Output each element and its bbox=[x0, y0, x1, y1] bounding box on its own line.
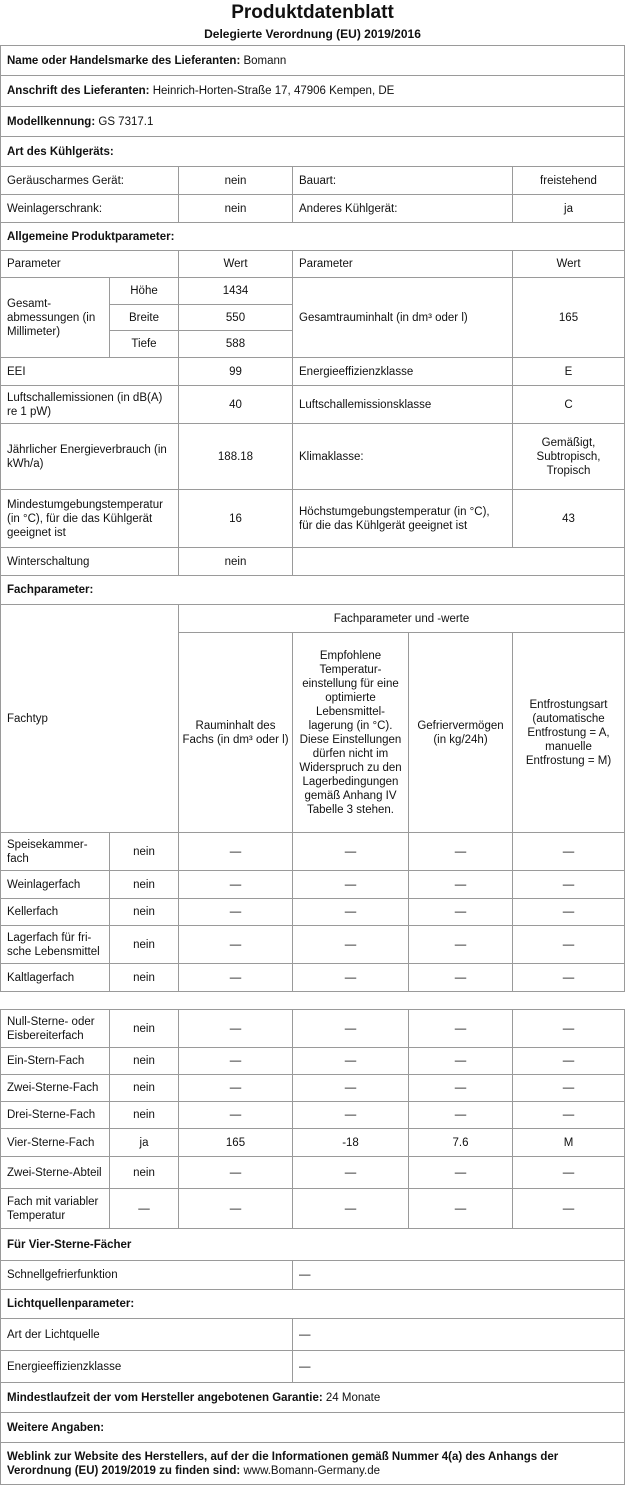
general-section: Allgemeine Produktparameter: bbox=[1, 223, 625, 251]
compartment-type-header: Fachtyp bbox=[1, 605, 179, 833]
compartment-row bbox=[1, 1157, 625, 1189]
compartment-volume: — bbox=[179, 1102, 293, 1129]
col-defrost-header: Entfrostungsart (automatische Entfrostung = A, manuelle Entfrostung = M) bbox=[513, 633, 625, 833]
weblink-row: Weblink zur Website des Herstellers, auf der die Informationen gemäß Nummer 4(a) des Anhangs der Verordnung (EU) 2019/2019 zu finden sind: www.Bomann-Germany.de bbox=[1, 1443, 625, 1485]
sheet-header bbox=[0, 0, 625, 45]
compartment-temp: — bbox=[293, 926, 409, 964]
compartment-defrost: — bbox=[513, 899, 625, 926]
compartment-row bbox=[1, 899, 625, 926]
compartment-row bbox=[1, 1048, 625, 1075]
noise-class-label: Luftschallemissionsklasse bbox=[293, 386, 513, 424]
volume-label: Gesamtrauminhalt (in dm³ oder l) bbox=[293, 278, 513, 358]
compartment-temp: — bbox=[293, 833, 409, 871]
compartment-temp: — bbox=[293, 1075, 409, 1102]
dimensions-label: Gesamt-abmessungen (in Millimeter) bbox=[1, 278, 110, 358]
compartment-name: Ein-Stern-Fach bbox=[1, 1048, 110, 1075]
width-value: 550 bbox=[179, 305, 293, 331]
compartment-present: nein bbox=[110, 1075, 179, 1102]
design-label: Bauart: bbox=[293, 167, 513, 195]
energy-class-label: Energieeffizienzklasse bbox=[293, 358, 513, 386]
compartment-freeze: — bbox=[409, 899, 513, 926]
compartment-freeze: — bbox=[409, 833, 513, 871]
compartment-freeze: — bbox=[409, 926, 513, 964]
appliance-type-section: Art des Kühlgeräts: bbox=[1, 137, 625, 167]
warranty-row: Mindestlaufzeit der vom Hersteller angebotenen Garantie: 24 Monate bbox=[1, 1383, 625, 1413]
compartment-name: Drei-Sterne-Fach bbox=[1, 1102, 110, 1129]
compartment-name: Kaltlagerfach bbox=[1, 964, 110, 992]
compartment-temp: — bbox=[293, 1010, 409, 1048]
compartment-name: Kellerfach bbox=[1, 899, 110, 926]
compartment-temp: — bbox=[293, 1189, 409, 1229]
other-appliance-label: Anderes Kühlgerät: bbox=[293, 195, 513, 223]
compartment-present: nein bbox=[110, 899, 179, 926]
compartment-present: — bbox=[110, 1189, 179, 1229]
compartment-freeze: — bbox=[409, 1157, 513, 1189]
min-temp-label: Mindestumgebungstemperatur (in °C), für die das Kühlgerät geeignet ist bbox=[1, 490, 179, 548]
compartment-freeze: — bbox=[409, 964, 513, 992]
compartment-row bbox=[1, 1010, 625, 1048]
compartment-name: Zwei-Sterne-Abteil bbox=[1, 1157, 110, 1189]
param-header-2: Parameter bbox=[293, 251, 513, 278]
compartment-table-2 bbox=[0, 1009, 625, 1485]
compartment-name: Vier-Sterne-Fach bbox=[1, 1129, 110, 1157]
compartment-present: nein bbox=[110, 1157, 179, 1189]
compartment-present: nein bbox=[110, 1010, 179, 1048]
low-noise-label: Geräuscharmes Gerät: bbox=[1, 167, 179, 195]
compartment-defrost: — bbox=[513, 1010, 625, 1048]
compartment-row bbox=[1, 1102, 625, 1129]
sheet-title: Produktdatenblatt bbox=[231, 2, 394, 23]
light-section: Lichtquellenparameter: bbox=[1, 1290, 625, 1319]
compartment-name: Lagerfach für fri-sche Lebensmittel bbox=[1, 926, 110, 964]
compartment-temp: — bbox=[293, 1102, 409, 1129]
compartment-freeze: — bbox=[409, 1075, 513, 1102]
compartment-defrost: — bbox=[513, 1102, 625, 1129]
param-header: Parameter bbox=[1, 251, 179, 278]
compartment-freeze: — bbox=[409, 871, 513, 899]
col-freeze-header: Gefriervermögen (in kg/24h) bbox=[409, 633, 513, 833]
model-row: Modellkennung: GS 7317.1 bbox=[1, 107, 625, 137]
compartment-present: nein bbox=[110, 833, 179, 871]
compartment-defrost: — bbox=[513, 964, 625, 992]
compartment-defrost: — bbox=[513, 1048, 625, 1075]
low-noise-value: nein bbox=[179, 167, 293, 195]
compartment-temp: — bbox=[293, 1157, 409, 1189]
width-label: Breite bbox=[110, 305, 179, 331]
compartment-temp: -18 bbox=[293, 1129, 409, 1157]
noise-label: Luftschallemissionen (in dB(A) re 1 pW) bbox=[1, 386, 179, 424]
energy-class-value: E bbox=[513, 358, 625, 386]
weblink-value[interactable]: www.Bomann-Germany.de bbox=[243, 1464, 381, 1477]
other-appliance-value: ja bbox=[513, 195, 625, 223]
sheet-subtitle: Delegierte Verordnung (EU) 2019/2016 bbox=[204, 27, 421, 41]
compartment-volume: — bbox=[179, 1189, 293, 1229]
supplier-name: Bomann bbox=[243, 54, 287, 67]
product-table bbox=[0, 45, 625, 992]
compartment-row bbox=[1, 1075, 625, 1102]
compartment-temp: — bbox=[293, 899, 409, 926]
compartment-name: Fach mit variabler Temperatur bbox=[1, 1189, 110, 1229]
col-volume-header: Rauminhalt des Fachs (in dm³ oder l) bbox=[179, 633, 293, 833]
value-header-2: Wert bbox=[513, 251, 625, 278]
noise-value: 40 bbox=[179, 386, 293, 424]
compartment-name: Speisekammer-fach bbox=[1, 833, 110, 871]
compartment-freeze: — bbox=[409, 1048, 513, 1075]
light-class-value: — bbox=[293, 1351, 625, 1383]
light-type-label: Art der Lichtquelle bbox=[1, 1319, 293, 1351]
compartment-volume: — bbox=[179, 1010, 293, 1048]
compartment-present: nein bbox=[110, 964, 179, 992]
compartment-freeze: 7.6 bbox=[409, 1129, 513, 1157]
volume-value: 165 bbox=[513, 278, 625, 358]
model-id: GS 7317.1 bbox=[98, 115, 154, 128]
design-value: freistehend bbox=[513, 167, 625, 195]
compartment-present: nein bbox=[110, 871, 179, 899]
wine-cabinet-label: Weinlagerschrank: bbox=[1, 195, 179, 223]
compartment-freeze: — bbox=[409, 1010, 513, 1048]
compartment-volume: — bbox=[179, 1075, 293, 1102]
compartment-name: Null-Sterne- oder Eisbereiterfach bbox=[1, 1010, 110, 1048]
consumption-value: 188.18 bbox=[179, 424, 293, 490]
compartment-defrost: — bbox=[513, 871, 625, 899]
fast-freeze-value: — bbox=[293, 1261, 625, 1290]
supplier-address-row: Anschrift des Lieferanten: Heinrich-Horten-Straße 17, 47906 Kempen, DE bbox=[1, 76, 625, 107]
compartment-row bbox=[1, 1129, 625, 1157]
value-header: Wert bbox=[179, 251, 293, 278]
winter-value: nein bbox=[179, 548, 293, 576]
light-class-label: Energieeffizienzklasse bbox=[1, 1351, 293, 1383]
compartment-row bbox=[1, 1189, 625, 1229]
compartments-section: Fachparameter: bbox=[1, 576, 625, 605]
compartment-defrost: — bbox=[513, 833, 625, 871]
compartment-temp: — bbox=[293, 871, 409, 899]
compartment-rows-b bbox=[1, 1010, 625, 1229]
compartment-defrost: — bbox=[513, 1189, 625, 1229]
wine-cabinet-value: nein bbox=[179, 195, 293, 223]
table-gap bbox=[0, 992, 625, 1009]
compartment-volume: — bbox=[179, 833, 293, 871]
compartment-volume: — bbox=[179, 899, 293, 926]
compartment-rows-a bbox=[1, 833, 625, 992]
depth-value: 588 bbox=[179, 331, 293, 358]
supplier-address: Heinrich-Horten-Straße 17, 47906 Kempen, DE bbox=[152, 85, 395, 97]
climate-label: Klimaklasse: bbox=[293, 424, 513, 490]
warranty-value: 24 Monate bbox=[325, 1391, 381, 1404]
compartment-volume: 165 bbox=[179, 1129, 293, 1157]
winter-empty bbox=[293, 548, 625, 576]
compartment-present: nein bbox=[110, 926, 179, 964]
compartment-group-header: Fachparameter und -werte bbox=[179, 605, 625, 633]
compartment-name: Weinlagerfach bbox=[1, 871, 110, 899]
compartment-defrost: M bbox=[513, 1129, 625, 1157]
climate-value: Gemäßigt, Subtropisch, Tropisch bbox=[513, 424, 625, 490]
compartment-present: ja bbox=[110, 1129, 179, 1157]
compartment-defrost: — bbox=[513, 1075, 625, 1102]
noise-class-value: C bbox=[513, 386, 625, 424]
four-star-section: Für Vier-Sterne-Fächer bbox=[1, 1229, 625, 1261]
compartment-row bbox=[1, 964, 625, 992]
compartment-freeze: — bbox=[409, 1102, 513, 1129]
compartment-row bbox=[1, 871, 625, 899]
light-type-value: — bbox=[293, 1319, 625, 1351]
height-value: 1434 bbox=[179, 278, 293, 305]
compartment-defrost: — bbox=[513, 926, 625, 964]
compartment-temp: — bbox=[293, 964, 409, 992]
winter-label: Winterschaltung bbox=[1, 548, 179, 576]
col-temp-header: Empfohlene Temperatur-einstellung für eine optimierte Lebensmittel-lagerung (in °C). Diese Einstellungen dürfen nicht im Widerspruch zu den Lagerbedingungen gemäß Anhang IV Tabelle 3 stehen. bbox=[293, 633, 409, 833]
compartment-temp: — bbox=[293, 1048, 409, 1075]
compartment-volume: — bbox=[179, 871, 293, 899]
compartment-volume: — bbox=[179, 964, 293, 992]
consumption-label: Jährlicher Energieverbrauch (in kWh/a) bbox=[1, 424, 179, 490]
height-label: Höhe bbox=[110, 278, 179, 305]
compartment-present: nein bbox=[110, 1102, 179, 1129]
eei-value: 99 bbox=[179, 358, 293, 386]
compartment-name: Zwei-Sterne-Fach bbox=[1, 1075, 110, 1102]
compartment-row bbox=[1, 833, 625, 871]
depth-label: Tiefe bbox=[110, 331, 179, 358]
compartment-freeze: — bbox=[409, 1189, 513, 1229]
supplier-name-row: Name oder Handelsmarke des Lieferanten: Bomann bbox=[1, 46, 625, 76]
compartment-volume: — bbox=[179, 1157, 293, 1189]
compartment-volume: — bbox=[179, 1048, 293, 1075]
compartment-volume: — bbox=[179, 926, 293, 964]
fast-freeze-label: Schnellgefrierfunktion bbox=[1, 1261, 293, 1290]
eei-label: EEI bbox=[1, 358, 179, 386]
min-temp-value: 16 bbox=[179, 490, 293, 548]
compartment-defrost: — bbox=[513, 1157, 625, 1189]
more-info-section: Weitere Angaben: bbox=[1, 1413, 625, 1443]
compartment-present: nein bbox=[110, 1048, 179, 1075]
max-temp-value: 43 bbox=[513, 490, 625, 548]
compartment-row bbox=[1, 926, 625, 964]
max-temp-label: Höchstumgebungstemperatur (in °C), für die das Kühlgerät geeignet ist bbox=[293, 490, 513, 548]
